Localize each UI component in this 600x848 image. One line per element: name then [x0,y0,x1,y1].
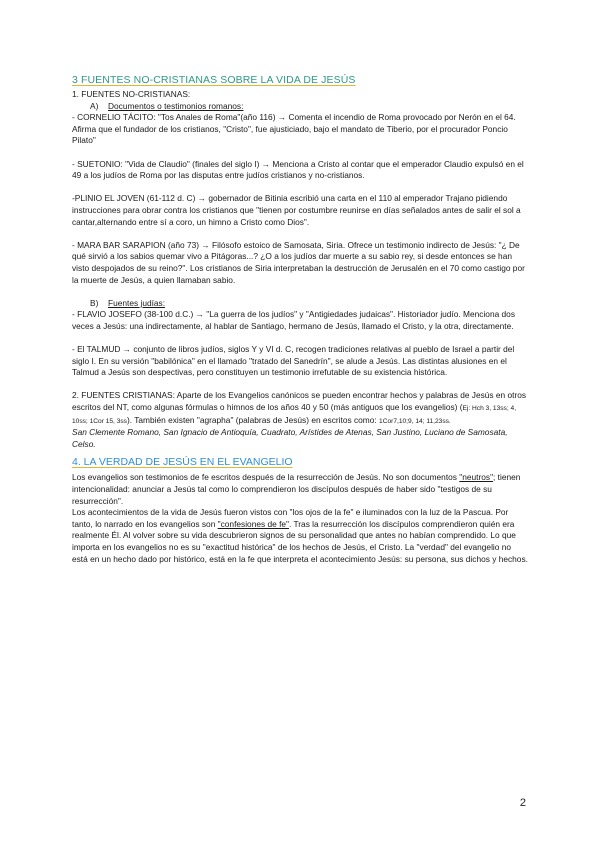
mara-paragraph: - MARA BAR SARAPION (año 73) → Filósofo estoico de Samosata, Siria. Ofrece un testimonio indirecto de Jesús: "¿ De qué sirvió a los sabios quemar vivo a Pitágoras...? ¿O a los judíos dar muerte a su sabio rey, si desde entonces se han visto despojados de su reino?". Los cristianos de Siria interpretaban la destrucción de Jerusalén en el 70 como castigo por la muerte de Jesús, a quien llamaban sabio. [72,239,525,285]
neutros-term: "neutros" [459,472,494,483]
gospel-truth-text-1a: Los evangelios son testimonios de fe escritos después de la resurrección de Jesús. No son documentos [72,472,460,483]
gospel-truth-text-1b: ; tienen intencionalidad: anunciar a Jesús tal como lo comprendieron los discípulos después de haber sido "testigos de su resurrección". [72,472,521,506]
subsection-a-title: Documentos o testimonios romanos: [108,100,244,111]
section-4-heading: 4. LA VERDAD DE JESÚS EN EL EVANGELIO [72,456,293,469]
josefo-paragraph: - FLAVIO JOSEFO (38-100 d.C.) → "La guerra de los judíos" y "Antigiedades judaicas". Historiador judío. Menciona dos veces a Jesús: una indirectamente, al hablar de Santiago, hermano de Jesús, llamado el Cristo, y la otra, directamente. [72,309,515,331]
subsection-a-letter: A) [90,100,99,111]
suetonio-paragraph: - SUETONIO: "Vida de Claudio" (finales del siglo I) → Menciona a Cristo al contar que el emperador Claudio expulsó en el 49 a los judíos de Roma por las disputas entre judíos cristianos y no-cristianos. [72,158,524,181]
subsection-a-heading [72,101,528,113]
gospel-truth-text-2a: Los acontecimientos de la vida de Jesús fueron vistos con "los ojos de la fe" e iluminados con la luz de la Pascua. Por tanto, lo narrado en los evangelios son [72,507,509,529]
subsection-b-letter: B) [90,297,99,308]
plinio-paragraph: -PLINIO EL JOVEN (61-112 d. C) → gobernador de Bitinia escribió una carta en el 110 al emperador Trajano pidiendo instrucciones para obrar contra los cristianos que "tienen por costumbre reunirse en días señalados antes de salir el sol a cantar,alternando entre sí a coro, un himno a Cristo como Dios". [72,193,521,227]
talmud-paragraph: - El TALMUD → conjunto de libros judíos, siglos Y y VI d. C, recogen tradiciones relativas al pueblo de Israel a partir del siglo I. En su versión "babilónica" en el llamado "tratado del Sanedrín", se alude a Jesús. Las distintas alusiones en el Talmud a Jesús son despectivas, pero constituyen un testimonio irrefutable de su existencia histórica. [72,344,515,378]
christian-sources-text-2: ). También existen "agrapha" (palabras de Jesús) en escritos como: [126,414,380,425]
gospel-truth-text-2b: . Tras la resurrección los discípulos comprendieron quién era realmente Él. Al volver sobre su vida descubrieron signos de su personalidad que antes no habían comprendido. Lo que importa en los evangelios no es su "exactitud histórica" de los hechos de Jesús, el Cristo. La "verdad" del evangelio no está en un hecho dado por histórico, está en la fe que interpreta el acontecimiento Jesús: su persona, sus dichos y hechos. [72,518,528,564]
christian-sources-ref-1: Ej: Hch 3, 13ss; 4, 10ss; 1Cor 15, 3ss [72,405,517,425]
gospel-truth-paragraph-2 [72,507,528,565]
christian-sources-text: 2. FUENTES CRISTIANAS: Aparte de los Evangelios canónicos se pueden encontrar hechos y palabras de Jesús en otros escritos del NT, como algunas fórmulas o himnos de los años 40 y 50 (más antiguos que los evangelios) ( [72,390,527,413]
tacito-paragraph: - CORNELIO TÁCITO: "Tos Anales de Roma"(año 116) → Comenta el incendio de Roma provocado por Nerón en el 64. Afirma que el fundador de los cristianos, "Cristo", fue ajusticiado, bajo el mandato de Tiberio, por el procurador Poncio Pilato" [72,112,516,146]
subsection-b-title: Fuentes judías: [108,297,166,308]
christian-sources-ref-2: 1Cor7,10;9, 14; 11,23ss. [379,417,451,425]
gospel-truth-paragraph-1 [72,472,528,507]
non-christian-sources-heading: 1. FUENTES NO-CRISTIANAS: [72,89,191,99]
christian-authors-list: San Clemente Romano, San Ignacio de Antioquía, Cuadrato, Arístides de Atenas, San Justino, Luciano de Samosata, Celso. [72,427,508,449]
page-number: 2 [519,797,526,809]
section-3-heading: 3 FUENTES NO-CRISTIANAS SOBRE LA VIDA DE JESÚS [72,74,356,86]
christian-sources-paragraph [72,390,528,427]
page-content [72,74,528,565]
subsection-b-heading [72,298,528,310]
confesiones-term: "confesiones de fe" [217,518,289,529]
